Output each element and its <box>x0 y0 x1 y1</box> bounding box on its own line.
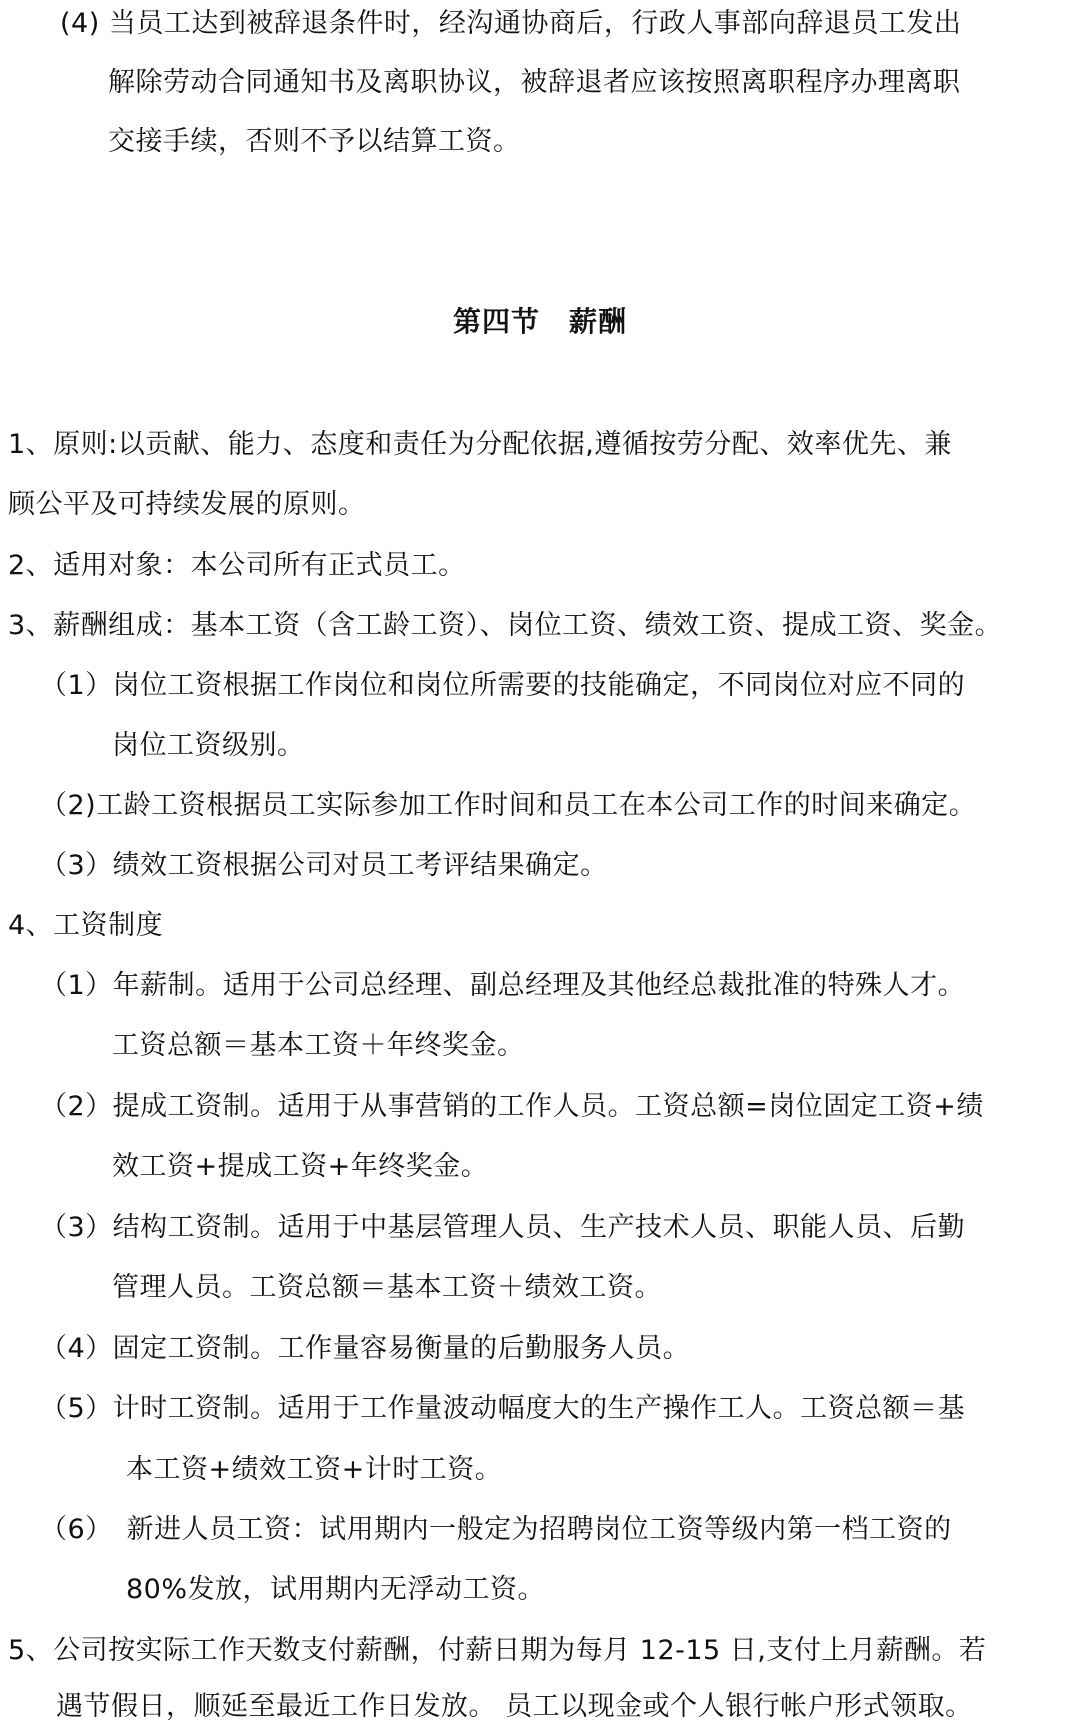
system-item-3-line-2: 管理人员。工资总额＝基本工资＋绩效工资。 <box>112 1272 662 1303</box>
system-title: 4、工资制度 <box>8 910 164 941</box>
composition-title: 3、薪酬组成：基本工资（含工龄工资）、岗位工资、绩效工资、提成工资、奖金。 <box>8 610 1003 641</box>
system-item-1-line-1: （1）年薪制。适用于公司总经理、副总经理及其他经总裁批准的特殊人才。 <box>40 970 966 1001</box>
composition-item-1-line-2: 岗位工资级别。 <box>112 730 305 761</box>
payment-line-1: 5、公司按实际工作天数支付薪酬，付薪日期为每月 12-15 日,支付上月薪酬。若 <box>8 1635 987 1666</box>
system-item-2-line-1: （2）提成工资制。适用于从事营销的工作人员。工资总额=岗位固定工资+绩 <box>40 1091 984 1122</box>
system-item-6-line-1: （6） 新进人员工资：试用期内一般定为招聘岗位工资等级内第一档工资的 <box>40 1514 952 1545</box>
system-item-5-line-2: 本工资+绩效工资+计时工资。 <box>126 1454 503 1485</box>
system-item-5-line-1: （5）计时工资制。适用于工作量波动幅度大的生产操作工人。工资总额＝基 <box>40 1393 966 1424</box>
system-item-6-line-2: 80%发放，试用期内无浮动工资。 <box>126 1574 546 1605</box>
principle-line-1: 1、原则:以贡献、能力、态度和责任为分配依据,遵循按劳分配、效率优先、兼 <box>8 429 952 460</box>
intro-line-1: (4) 当员工达到被辞退条件时，经沟通协商后，行政人事部向辞退员工发出 <box>60 8 962 39</box>
section-title: 第四节 薪酬 <box>452 305 627 338</box>
composition-item-1-line-1: （1）岗位工资根据工作岗位和岗位所需要的技能确定，不同岗位对应不同的 <box>40 670 966 701</box>
system-item-1-line-2: 工资总额＝基本工资＋年终奖金。 <box>112 1030 525 1061</box>
intro-line-3: 交接手续，否则不予以结算工资。 <box>108 126 521 157</box>
principle-line-2: 顾公平及可持续发展的原则。 <box>8 489 366 520</box>
system-item-2-line-2: 效工资+提成工资+年终奖金。 <box>112 1151 489 1182</box>
composition-item-3: （3）绩效工资根据公司对员工考评结果确定。 <box>40 850 608 881</box>
intro-line-2: 解除劳动合同通知书及离职协议，被辞退者应该按照离职程序办理离职 <box>108 67 961 98</box>
payment-line-2: 遇节假日，顺延至最近工作日发放。 员工以现金或个人银行帐户形式领取。 <box>56 1691 973 1722</box>
scope-line: 2、适用对象：本公司所有正式员工。 <box>8 550 466 581</box>
system-item-3-line-1: （3）结构工资制。适用于中基层管理人员、生产技术人员、职能人员、后勤 <box>40 1212 966 1243</box>
composition-item-2: （2)工龄工资根据员工实际参加工作时间和员工在本公司工作的时间来确定。 <box>40 790 977 821</box>
system-item-4: （4）固定工资制。工作量容易衡量的后勤服务人员。 <box>40 1333 691 1364</box>
